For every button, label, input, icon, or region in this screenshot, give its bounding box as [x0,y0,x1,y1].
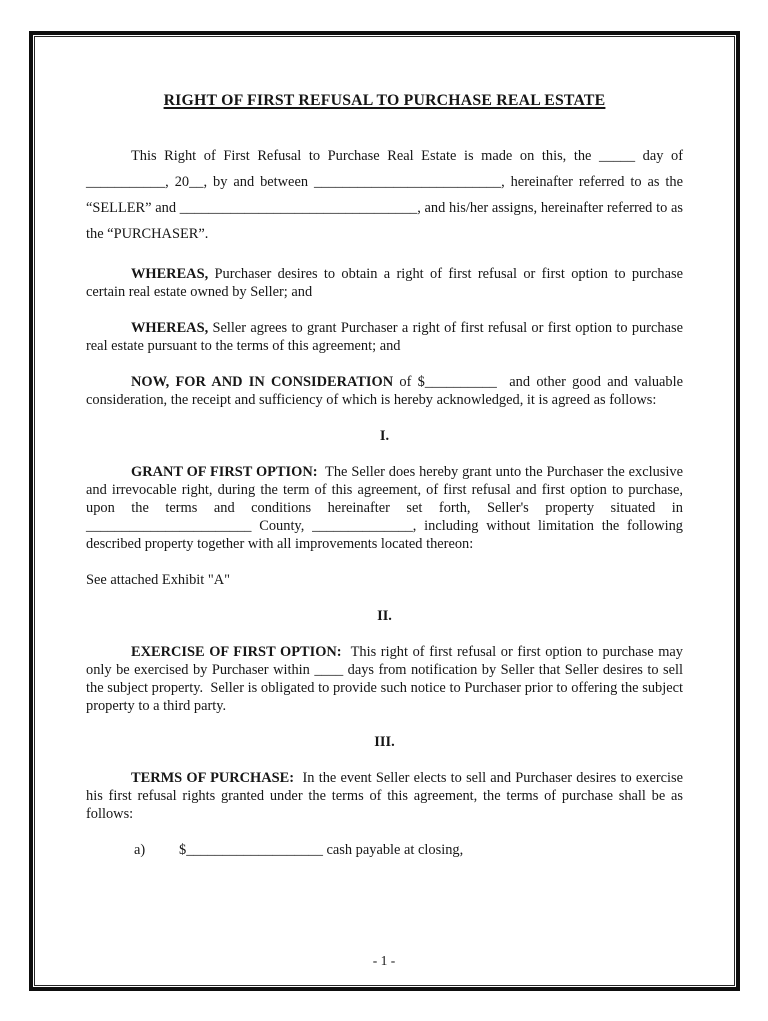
month-blank-field[interactable]: ___________ [86,174,166,190]
grant-text-1: The Seller does hereby grant unto the Purchaser the exclusive and irrevocable right, during the term of this agreement, of first refusal and first option to purchase, upon the terms and conditions hereinafter set forth, Seller's property situated in [86,464,683,516]
exercise-lead: EXERCISE OF FIRST OPTION: [131,644,342,660]
item-a-text-1: $ [179,842,187,858]
intro-text-3: , 20 [165,174,190,190]
grant-text-3: , including without limitation the following described property together with all improvements located thereon: [86,518,683,552]
intro-paragraph [86,143,683,247]
terms-lead: TERMS OF PURCHASE: [131,770,295,786]
term-item-a [86,841,683,859]
item-a-marker: a) [134,842,146,858]
section-3-numeral: III. [374,734,395,750]
intro-text-4: , by and between [203,174,314,190]
document-title: RIGHT OF FIRST REFUSAL TO PURCHASE REAL ESTATE [163,92,606,109]
exhibit-note: See attached Exhibit "A" [86,572,231,588]
terms-text-1: In the event Seller elects to sell and Purchaser desires to exercise his first refusal rights granted under the terms of this agreement, the terms of purchase shall be as follows: [86,770,683,822]
item-a-text-2: cash payable at closing, [322,842,464,858]
purchaser-name-blank-field[interactable]: _________________________________ [179,200,418,216]
year-blank-field[interactable]: __ [189,174,204,190]
section-1-numeral: I. [379,428,390,444]
consideration-text-2: and other good and valuable consideration, the receipt and sufficiency of which is hereby acknowledged, it is agreed as follows: [86,374,683,408]
intro-text-1: This Right of First Refusal to Purchase Real Estate is made on this, the [131,148,600,164]
whereas-paragraph-2 [86,319,683,355]
seller-name-blank-field[interactable]: __________________________ [313,174,502,190]
whereas-paragraph-1 [86,265,683,301]
consideration-lead: NOW, FOR AND IN CONSIDERATION [131,374,394,390]
grant-lead: GRANT OF FIRST OPTION: [131,464,318,480]
days-blank-field[interactable]: ____ [314,662,344,678]
page-border-inner [34,36,735,986]
whereas-1-lead: WHEREAS, [131,266,209,282]
consideration-paragraph [86,373,683,409]
document-content [35,37,734,985]
state-blank-field[interactable]: ______________ [312,518,413,534]
day-blank-field[interactable]: _____ [599,148,636,164]
county-blank-field[interactable]: _______________________ [86,518,252,534]
page-border-outer [29,31,740,991]
whereas-2-text: Seller agrees to grant Purchaser a right of first refusal or first option to purchase real estate pursuant to the terms of this agreement; and [86,320,683,354]
intro-text-5: , hereinafter referred to as the “SELLER” and [86,174,683,216]
grant-text-2: County, [251,518,313,534]
exercise-of-first-option-paragraph [86,643,683,715]
whereas-2-lead: WHEREAS, [131,320,209,336]
whereas-1-text: Purchaser desires to obtain a right of first refusal or first option to purchase certain real estate owned by Seller; and [86,266,683,300]
terms-of-purchase-paragraph [86,769,683,823]
intro-text-2: day of [635,148,683,164]
consideration-amount-blank-field[interactable]: __________ [424,374,497,390]
section-2-numeral: II. [377,608,392,624]
intro-text-6: , and his/her assigns, hereinafter referred to as the “PURCHASER”. [86,200,684,242]
exercise-text-2: days from notification by Seller that Seller desires to sell the subject property. Seller is obligated to provide such notice to Purchaser prior to offering the subject property to a third party. [86,662,683,714]
consideration-text-1: of $ [393,374,425,390]
exercise-text-1: This right of first refusal or first option to purchase may only be exercised by Purchaser within [86,644,683,678]
grant-of-first-option-paragraph [86,463,683,553]
cash-amount-blank-field[interactable]: ___________________ [186,842,323,858]
page-number: - 1 - [372,953,396,968]
